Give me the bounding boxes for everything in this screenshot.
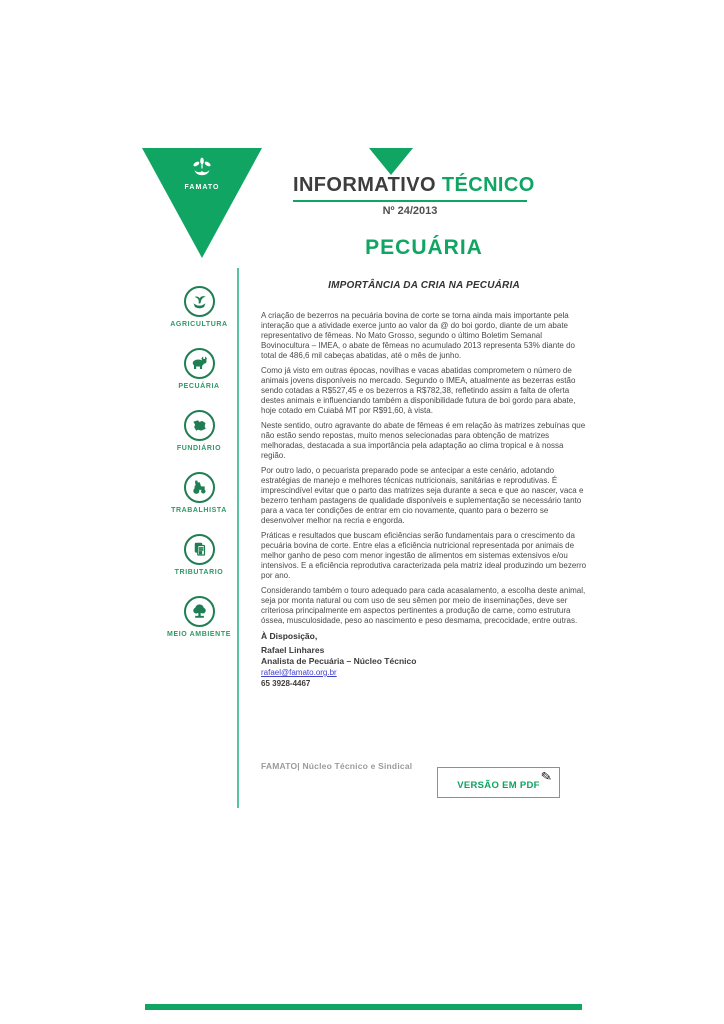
sidebar-label-agricultura: AGRICULTURA (170, 321, 228, 328)
email-link[interactable]: rafael@famato.org.br (261, 668, 337, 677)
writing-hand-icon: ✎ (540, 768, 553, 785)
sidebar-item-fundiario[interactable] (157, 410, 241, 452)
paragraph: Considerando também o touro adequado para cada acasalamento, a escolha deste animal, seja por monta natural ou com uso de seu sêmen por meio de inseminações, deve ser criteriosa principalmente em aspectos pertinentes a produção de carne, como estrutura óssea, musculosidade, peso ao nascimento e peso desmama, precocidade, entre outras. (261, 586, 586, 625)
sidebar-label-pecuaria: PECUÁRIA (178, 383, 220, 390)
sidebar-label-trabalhista: TRABALHISTA (171, 507, 227, 514)
paragraph: Práticas e resultados que buscam eficiências serão fundamentais para o crescimento da pecuária bovina de corte. Entre elas a eficiência nutricional representada por animais de melhor ganho de peso com menor ingestão de alimentos em sistemas extensivos e/ou intensivos. E a eficiência reprodutiva caracterizada pela matriz ideal produzindo um bezerro por ano. (261, 531, 587, 580)
header-triangle-icon (369, 148, 413, 175)
paragraph: Neste sentido, outro agravante do abate de fêmeas é em relação às matrizes zebuínas que não estão sendo repostas, muito menos selecionadas para obtenção de matrizes melhoradas, destacada a sua importância pela adaptação ao clima tropical e à nossa região. (261, 421, 586, 460)
sidebar-item-pecuaria[interactable] (157, 348, 241, 390)
author-name: Rafael Linhares (261, 645, 325, 655)
map-icon (184, 410, 215, 441)
category-sidebar (157, 286, 241, 658)
section-title: PECUÁRIA (365, 236, 483, 259)
sidebar-item-tributario[interactable] (157, 534, 241, 576)
author-email (261, 667, 416, 678)
famato-logo (172, 157, 232, 191)
pdf-button-label: VERSÃO EM PDF (457, 780, 540, 791)
pdf-version-button[interactable] (437, 767, 560, 798)
tractor-icon (184, 472, 215, 503)
plant-icon (184, 286, 215, 317)
sidebar-item-agricultura[interactable] (157, 286, 241, 328)
sidebar-label-meio-ambiente: MEIO AMBIENTE (167, 631, 231, 638)
footer-credit: FAMATO| Núcleo Técnico e Sindical (261, 761, 413, 771)
famato-logo-text: FAMATO (184, 184, 220, 191)
sidebar-item-meio-ambiente[interactable] (157, 596, 241, 638)
masthead-title (293, 174, 535, 202)
cattle-icon (184, 348, 215, 379)
closing-line: À Disposição, (261, 631, 318, 641)
bottom-accent-bar (145, 1004, 582, 1010)
paragraph: Por outro lado, o pecuarista preparado pode se antecipar a este cenário, adotando estratégias de manejo e melhores técnicas nutricionais, sanitárias e reprodutivas. É imprescindível evitar que o parto das matrizes seja durante a seca e que ao nascer, vaca e bezerro tenham pastagens de qualidade disponíveis e suplementação se necessário tanto para a vaca ter condições de entrar em cio novamente, quanto para o bezerro se desenvolver melhor na recria e engorda. (261, 466, 584, 525)
sidebar-item-trabalhista[interactable] (157, 472, 241, 514)
masthead (293, 174, 535, 217)
masthead-title-secondary: TÉCNICO (441, 174, 535, 196)
famato-plant-bull-icon (172, 157, 232, 183)
masthead-title-primary: INFORMATIVO (293, 174, 436, 196)
paragraph: A criação de bezerros na pecuária bovina de corte se torna ainda mais importante pela interação que a atividade exerce junto ao valor da @ do boi gordo, diante de um abate representativo de fêmeas. No Mato Grosso, segundo o último Boletim Semanal Bovinocultura – IMEA, o abate de fêmeas no acumulado 2013 representa 53% diante do total de 486,6 mil cabeças abatidas, até o mês de junho. (261, 311, 575, 360)
paragraph: Como já visto em outras épocas, novilhas e vacas abatidas comprometem o número de animais jovens disponíveis no mercado. Segundo o IMEA, atualmente as bezerras estão sendo cotadas a R$527,45 e os bezerros a R$782,38, refletindo assim a falta de oferta destes animais e influenciando também a disponibilidade futura de boi gordo para abate, hoje cotado em Cuiabá MT por R$91,60, à vista. (261, 366, 576, 415)
author-role: Analista de Pecuária – Núcleo Técnico (261, 656, 417, 666)
sidebar-label-tributario: TRIBUTARIO (174, 569, 224, 576)
issue-number: Nº 24/2013 (382, 205, 438, 217)
article-title: IMPORTÂNCIA DA CRIA NA PECUÁRIA (328, 280, 520, 291)
sidebar-separator-line (237, 268, 239, 808)
tree-icon (184, 596, 215, 627)
signature-block (261, 645, 416, 689)
sidebar-label-fundiario: FUNDIÁRIO (176, 445, 222, 452)
documents-icon (184, 534, 215, 565)
article-body (261, 311, 589, 641)
author-phone: 65 3928-4467 (261, 679, 311, 688)
